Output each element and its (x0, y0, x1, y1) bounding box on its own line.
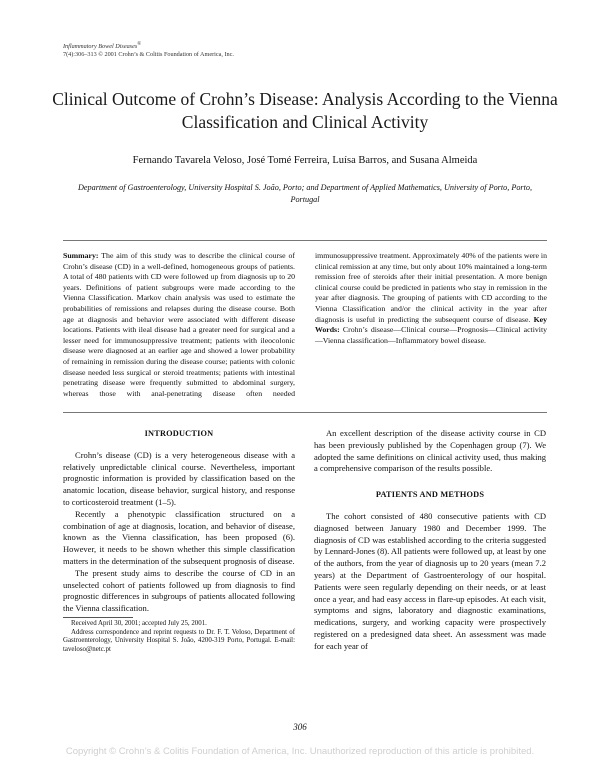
right-column (314, 428, 546, 653)
article-title: Clinical Outcome of Crohn’s Disease: Analysis According to the Vienna Classification and Clinical Activity (52, 89, 558, 132)
introduction-heading: INTRODUCTION (144, 429, 214, 438)
methods-paragraph-1: The cohort consisted of 480 consecutive patients with CD diagnosed between January 1980 and December 1999. The diagnosis of CD was established according to the criteria suggested by Lennard-Jones (8). All patients were followed up, at least by one of the authors, from the year of diagnosis up to 20 years (mean 7.2 years) at the Department of Gastroenterology of our hospital. Patients were seen regularly depending on their needs, or at least once a year, and had easy access in flare-up episodes. At each visit, symptoms and signs, laboratory and diagnostic examinations, medications, surgery, and working capacity were prospectively registered on a predesigned data sheet. An assessment was made for each year of (314, 510, 546, 651)
abstract (63, 251, 547, 401)
intro-paragraph-1: Crohn’s disease (CD) is a very heterogeneous disease with a relatively unpredictable clinical course. Nevertheless, important prognostic information is provided by classification based on the anatomic location, disease behavior, surgical history, and response to corticosteroid treatment (1–5). (63, 449, 295, 507)
divider-bottom (63, 412, 547, 413)
keywords-text: Crohn’s disease—Clinical course—Prognosis—Clinical activity—Vienna classification—Inflammatory bowel disease. (315, 325, 548, 345)
affiliation: Department of Gastroenterology, University Hospital S. João, Porto; and Department of Applied Mathematics, University of Porto, Porto, Portugal (77, 183, 533, 204)
journal-citation: 7(4):306–313 © 2001 Crohn’s & Colitis Foundation of America, Inc. (63, 51, 234, 59)
author-list: Fernando Tavarela Veloso, José Tomé Ferreira, Luísa Barros, and Susana Almeida (132, 155, 478, 166)
abstract-label: Summary: (63, 251, 99, 260)
intro-paragraph-4: An excellent description of the disease activity course in CD has been previously published by the Copenhagen group (7). We adopted the same definitions on clinical activity used, thus making a comprehensive comparison of the results possible. (314, 428, 546, 474)
registered-mark: ® (137, 41, 142, 47)
received-date: Received April 30, 2001; accepted July 25, 2001. (71, 620, 207, 627)
left-column (63, 428, 295, 615)
intro-paragraph-2: Recently a phenotypic classification structured on a combination of age at diagnosis, location, and behavior of disease, known as the Vienna classification, has been proposed (6). However, it needs to be shown whether this simple classification matters in the determination of the subsequent prognosis of disease. (63, 508, 295, 566)
journal-header (63, 40, 234, 59)
copyright-watermark: Copyright © Crohn’s & Colitis Foundation of America, Inc. Unauthorized reproduction of this article is prohibited. (65, 746, 535, 757)
page-number: 306 (293, 722, 307, 732)
intro-paragraph-3: The present study aims to describe the course of CD in an unselected cohort of patients followed up from diagnosis to find prognostic differences in subgroups of patients allocated following the Vienna classification. (63, 567, 295, 614)
correspondence-address: Address correspondence and reprint requests to Dr. F. T. Veloso, Department of Gastroenterology, University Hospital S. João, 4200-319 Porto, Portugal. E-mail: taveloso@netc.pt (63, 628, 295, 654)
methods-heading: PATIENTS AND METHODS (375, 490, 485, 500)
journal-name: Inflammatory Bowel Diseases (63, 43, 138, 51)
abstract-text: The aim of this study was to describe the clinical course of Crohn’s disease (CD) in a well-defined, homogeneous groups of patients. A total of 480 patients with CD were followed up from diagnosis up to 20 years. Definitions of patient subgroups were made according to the Vienna Classification. Markov chain analysis was used to estimate the probabilities of remissions and relapses during the disease course. Both age at diagnosis and behavior were associated with different disease locations. Patients with ileal disease had a greater need for surgical and a lesser need for immunosuppressive treatment; patients with ileocolonic disease were diagnosed at an earlier age and showed a lower probability of remaining in remission during the disease course; patients with colonic disease needed less surgical or steroid treatments; patients with intestinal penetrating disease were frequently submitted to abdominal surgery, whereas those with anal-penetrating disease often needed immunosuppressive treatment. Approximately 40% of the patients were in clinical remission at any time, but only about 10% maintained a long-term remission free of steroids after their initial presentation. A more benign clinical course could be predicted in patients who stay in remission in the year after diagnosis. The grouping of patients with CD according to the Vienna Classification and/or the clinical activity in the year after diagnosis is useful in predicting the subsequent course of disease. (63, 251, 547, 398)
footnote-rule (63, 617, 133, 618)
keywords-label: Key Words: (315, 314, 547, 335)
divider-top (63, 240, 547, 241)
footnote (63, 620, 295, 655)
